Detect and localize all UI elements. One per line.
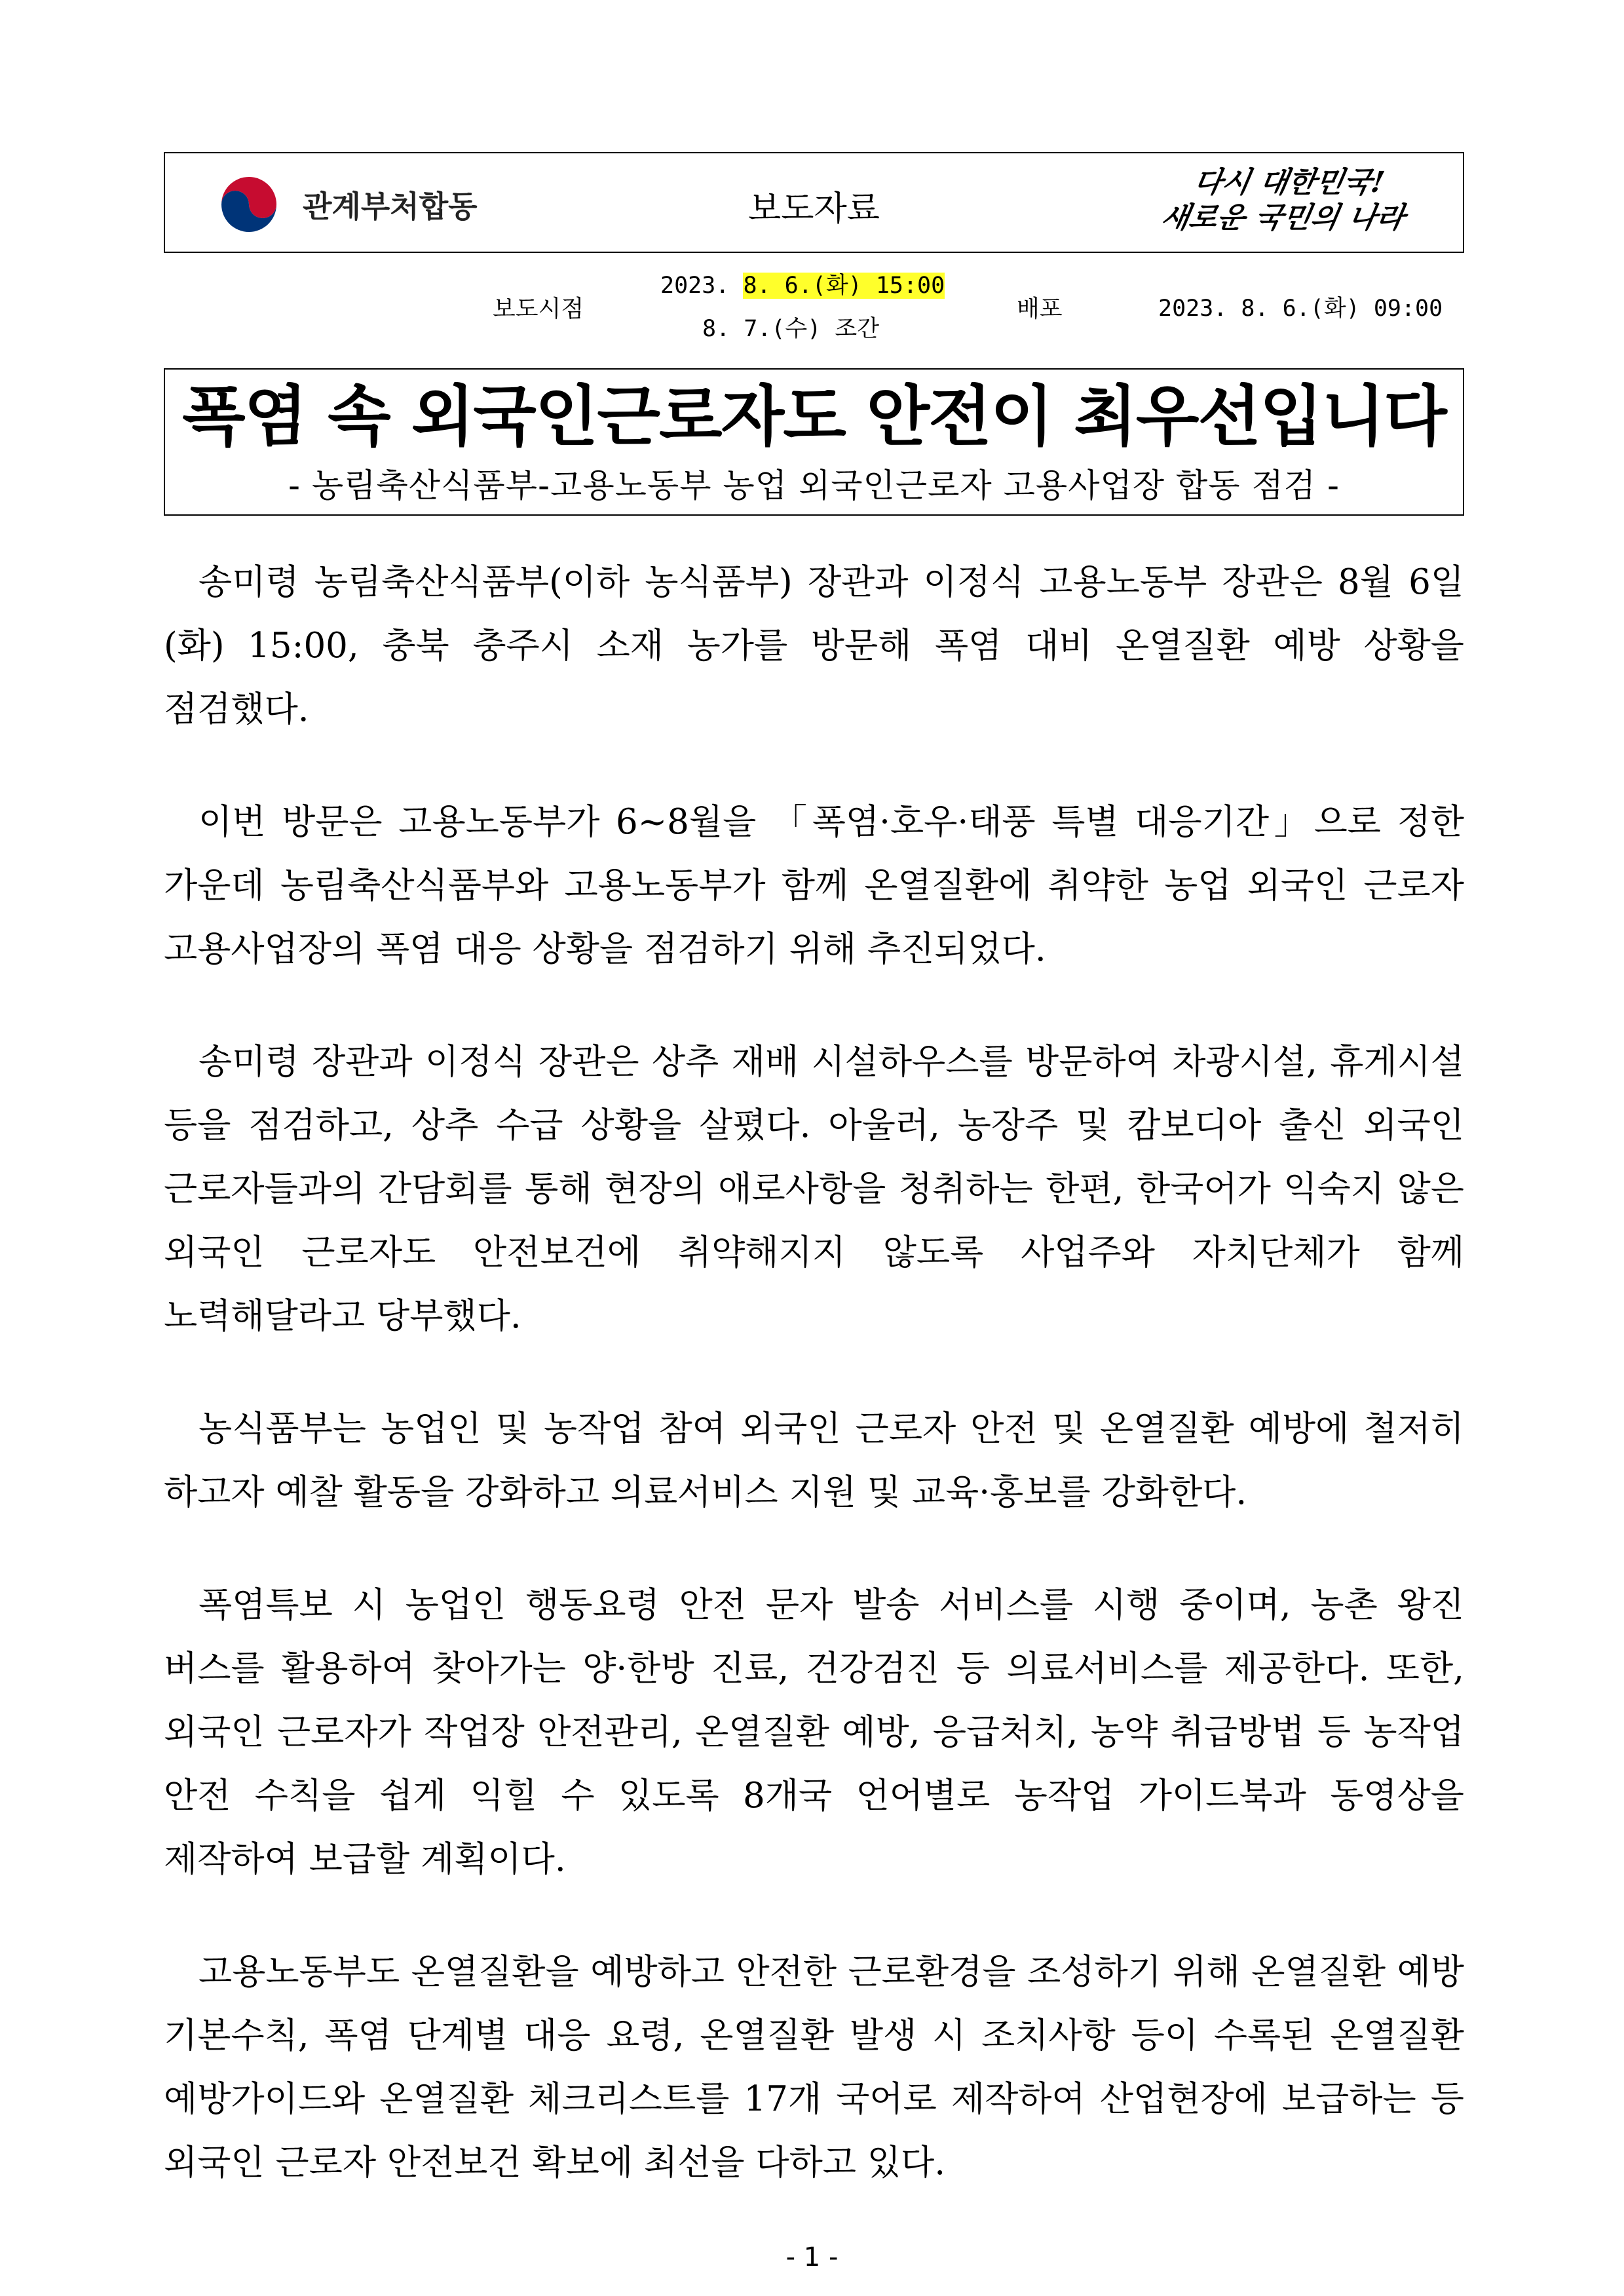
distribution-label: 배포 — [1017, 296, 1063, 322]
paragraph: 고용노동부도 온열질환을 예방하고 안전한 근로환경을 조성하기 위해 온열질환 예방 기본수칙, 폭염 단계별 대응 요령, 온열질환 발생 시 조치사항 등이 수록된 온열질환 예방가이드와 온열질환 체크리스트를 17개 국어로 제작하여 산업현장에 보급하는 등 외국인 근로자 안전보건 확보에 최선을 다하고 있다. — [164, 1952, 1464, 2183]
slogan-line-1: 다시 대한민국! — [1191, 166, 1388, 199]
distribution-date: 2023. 8. 6.(화) 09:00 — [1158, 296, 1443, 322]
release-label: 보도시점 — [493, 296, 584, 322]
slogan-line-2: 새로운 국민의 나라 — [1158, 201, 1408, 235]
document-type: 보도자료 — [748, 189, 880, 229]
page-number: - 1 - — [785, 2242, 839, 2272]
release-date-highlight: 8. 6.(화) 15:00 — [743, 273, 945, 299]
release-date-prefix: 2023. — [660, 273, 730, 299]
release-date-line-2: 8. 7.(수) 조간 — [702, 316, 880, 342]
header-box — [164, 152, 1464, 253]
paragraph: 농식품부는 농업인 및 농작업 참여 외국인 근로자 안전 및 온열질환 예방에 철저히 하고자 예찰 활동을 강화하고 의료서비스 지원 및 교육·홍보를 강화한다. — [164, 1409, 1464, 1512]
slogan — [1129, 165, 1443, 236]
paragraph: 이번 방문은 고용노동부가 6~8월을 「폭염·호우·태풍 특별 대응기간」으로 정한 가운데 농림축산식품부와 고용노동부가 함께 온열질환에 취약한 농업 외국인 근로자 고용사업장의 폭염 대응 상황을 점검하기 위해 추진되었다. — [164, 802, 1464, 969]
paragraph: 폭염특보 시 농업인 행동요령 안전 문자 발송 서비스를 시행 중이며, 농촌 왕진 버스를 활용하여 찾아가는 양·한방 진료, 건강검진 등 의료서비스를 제공한다. 또한, 외국인 근로자가 작업장 안전관리, 온열질환 예방, 응급처치, 농약 취급방법 등 농작업 안전 수칙을 쉽게 익힐 수 있도록 8개국 언어별로 농작업 가이드북과 동영상을 제작하여 보급할 계획이다. — [164, 1585, 1464, 1879]
page-title: 폭염 속 외국인근로자도 안전이 최우선입니다 — [182, 378, 1446, 455]
paragraph: 송미령 농림축산식품부(이하 농식품부) 장관과 이정식 고용노동부 장관은 8월 6일(화) 15:00, 충북 충주시 소재 농가를 방문해 폭염 대비 온열질환 예방 상황을 점검했다. — [164, 562, 1464, 729]
title-box — [164, 368, 1464, 516]
subtitle: - 농림축산식품부-고용노동부 농업 외국인근로자 고용사업장 합동 점검 - — [288, 467, 1340, 505]
paragraph: 송미령 장관과 이정식 장관은 상추 재배 시설하우스를 방문하여 차광시설, 휴게시설 등을 점검하고, 상추 수급 상황을 살폈다. 아울러, 농장주 및 캄보디아 출신 외국인 근로자들과의 간담회를 통해 현장의 애로사항을 청취하는 한편, 한국어가 익숙지 않은 외국인 근로자도 안전보건에 취약해지지 않도록 사업주와 자치단체가 함께 노력해달라고 당부했다. — [164, 1042, 1464, 1336]
org-name: 관계부처합동 — [303, 189, 478, 224]
release-date-line-1 — [660, 267, 945, 300]
body-text — [164, 550, 1464, 2244]
